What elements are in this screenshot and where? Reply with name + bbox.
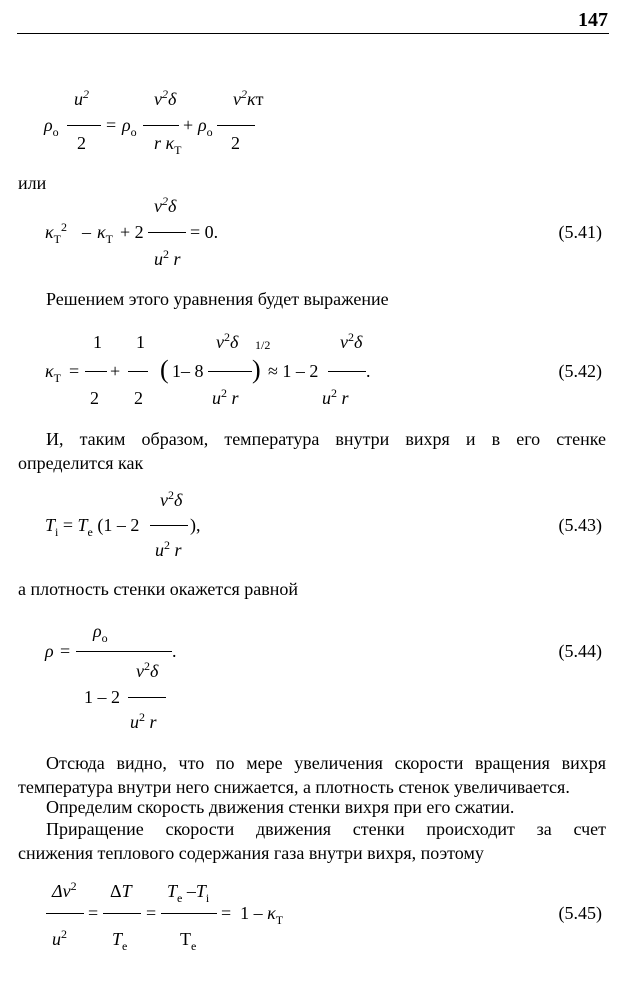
paragraph-increment (18, 817, 606, 865)
equation-number-5-45: (5.45) (558, 903, 602, 923)
paragraph-density: а плотность стенки окажется равной (18, 579, 298, 599)
conjunction-or: или (18, 173, 47, 193)
equation-number-5-44: (5.44) (558, 641, 602, 661)
paragraph-increment-line1: Приращение скорости движения стенки происходит за счет (46, 819, 606, 839)
paragraph-conclusion (18, 751, 606, 799)
page-number: 147 (578, 9, 608, 31)
paragraph-temperature (18, 427, 606, 475)
paragraph-wall-speed: Определим скорость движения стенки вихря при его сжатии. (46, 797, 515, 817)
paragraph-increment-line2: снижения теплового содержания газа внутри вихря, поэтому (18, 843, 484, 863)
header-rule (17, 33, 609, 34)
paragraph-temperature-line2: определится как (18, 453, 144, 473)
paragraph-conclusion-line1: Отсюда видно, что по мере увеличения скорости вращения вихря (46, 753, 606, 773)
paragraph-temperature-line1: И, таким образом, температура внутри вихря и в его стенке (46, 429, 606, 449)
equation-number-5-42: (5.42) (558, 361, 602, 381)
equation-number-5-41: (5.41) (558, 222, 602, 242)
paragraph-conclusion-line2: температура внутри него снижается, а плотность стенок увеличивается. (18, 777, 570, 797)
equation-number-5-43: (5.43) (558, 515, 602, 535)
paragraph-solution: Решением этого уравнения будет выражение (46, 289, 389, 309)
